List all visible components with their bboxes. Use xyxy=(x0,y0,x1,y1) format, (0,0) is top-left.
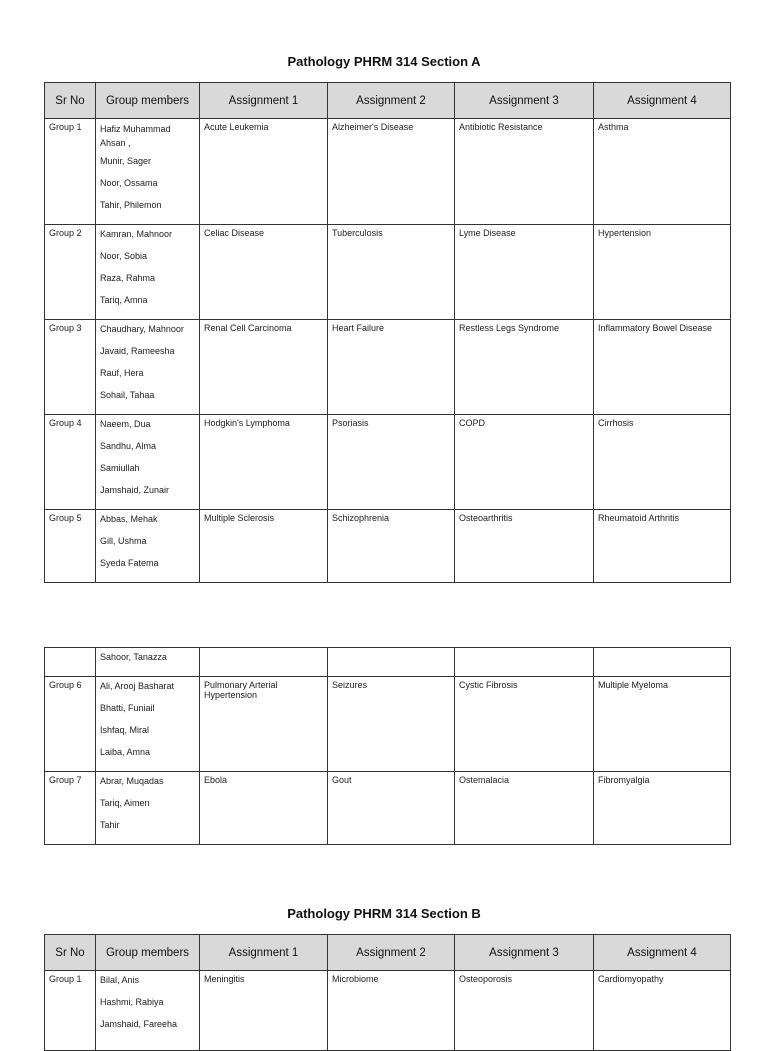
assignment-cell: Cystic Fibrosis xyxy=(455,677,594,772)
member-name: Jamshaid, Zunair xyxy=(100,485,170,495)
assignment-cell xyxy=(200,648,328,677)
assignment-cell: Cardiomyopathy xyxy=(594,971,731,1051)
member-name: Abbas, Mehak xyxy=(100,514,158,524)
column-header: Group members xyxy=(96,83,200,119)
column-header: Assignment 4 xyxy=(594,83,731,119)
assignment-cell: Pulmonary Arterial Hypertension xyxy=(200,677,328,772)
column-header: Assignment 2 xyxy=(328,935,455,971)
member-name: Rauf, Hera xyxy=(100,368,144,378)
section-b-title: Pathology PHRM 314 Section B xyxy=(287,906,481,921)
assignment-cell: Restless Legs Syndrome xyxy=(455,320,594,415)
group-cell: Group 5 xyxy=(45,510,96,583)
member-name: Naeem, Dua xyxy=(100,419,151,429)
column-header: Assignment 1 xyxy=(200,935,328,971)
assignment-cell: Asthma xyxy=(594,119,731,225)
member-name: Sahoor, Tanazza xyxy=(100,652,167,662)
member-name: Kamran, Mahnoor xyxy=(100,229,173,239)
assignment-cell: Psoriasis xyxy=(328,415,455,510)
assignment-cell: Seizures xyxy=(328,677,455,772)
group-cell: Group 7 xyxy=(45,772,96,845)
section-a-continued-table xyxy=(44,647,731,845)
column-header: Assignment 3 xyxy=(455,83,594,119)
assignment-cell: Microbiome xyxy=(328,971,455,1051)
assignment-cell: Celiac Disease xyxy=(200,225,328,320)
header-row xyxy=(45,935,731,971)
table-row xyxy=(45,225,731,320)
table-row xyxy=(45,510,731,583)
member-name: Ali, Arooj Basharat xyxy=(100,681,175,691)
assignment-cell: Inflammatory Bowel Disease xyxy=(594,320,731,415)
assignment-cell: Hypertension xyxy=(594,225,731,320)
member-name: Sohail, Tahaa xyxy=(100,390,155,400)
assignment-cell: Alzheimer's Disease xyxy=(328,119,455,225)
assignment-cell: Osteoporosis xyxy=(455,971,594,1051)
section-b-table xyxy=(44,934,731,1051)
member-name: Laiba, Amna xyxy=(100,747,151,757)
members-cell xyxy=(96,648,200,677)
group-cell: Group 4 xyxy=(45,415,96,510)
group-cell xyxy=(45,648,96,677)
members-cell xyxy=(96,971,200,1051)
column-header: Assignment 2 xyxy=(328,83,455,119)
assignment-cell: Tuberculosis xyxy=(328,225,455,320)
members-cell xyxy=(96,677,200,772)
member-name: Javaid, Rameesha xyxy=(100,346,175,356)
assignment-cell: Schizophrenia xyxy=(328,510,455,583)
members-cell xyxy=(96,320,200,415)
member-name: Bilal, Anis xyxy=(100,975,140,985)
member-name: Jamshaid, Fareeha xyxy=(100,1019,178,1029)
table-row xyxy=(45,648,731,677)
members-cell xyxy=(96,772,200,845)
members-cell xyxy=(96,510,200,583)
assignment-cell: Multiple Myeloma xyxy=(594,677,731,772)
members-cell xyxy=(96,225,200,320)
section-a-table xyxy=(44,82,731,583)
members-cell xyxy=(96,415,200,510)
column-header: Sr No xyxy=(45,83,96,119)
column-header: Assignment 1 xyxy=(200,83,328,119)
assignment-cell: Heart Failure xyxy=(328,320,455,415)
group-cell: Group 3 xyxy=(45,320,96,415)
member-name: Hashmi, Rabiya xyxy=(100,997,164,1007)
assignment-cell: Cirrhosis xyxy=(594,415,731,510)
assignment-cell: Gout xyxy=(328,772,455,845)
column-header: Assignment 4 xyxy=(594,935,731,971)
member-name: Chaudhary, Mahnoor xyxy=(100,324,184,334)
assignment-cell: Multiple Sclerosis xyxy=(200,510,328,583)
table-row xyxy=(45,320,731,415)
assignment-cell: Rheumatoid Arthritis xyxy=(594,510,731,583)
member-name: Samiullah xyxy=(100,463,140,473)
column-header: Group members xyxy=(96,935,200,971)
group-cell: Group 6 xyxy=(45,677,96,772)
member-name: Hafiz Muhammad Ahsan , xyxy=(100,124,171,148)
section-a-title: Pathology PHRM 314 Section A xyxy=(287,54,481,69)
assignment-cell: Acute Leukemia xyxy=(200,119,328,225)
table-row xyxy=(45,971,731,1051)
assignment-cell: Osteoarthritis xyxy=(455,510,594,583)
assignment-cell: Hodgkin's Lymphoma xyxy=(200,415,328,510)
assignment-cell: COPD xyxy=(455,415,594,510)
column-header: Assignment 3 xyxy=(455,935,594,971)
group-cell: Group 2 xyxy=(45,225,96,320)
group-cell: Group 1 xyxy=(45,119,96,225)
assignment-cell: Renal Cell Carcinoma xyxy=(200,320,328,415)
assignment-cell: Ebola xyxy=(200,772,328,845)
member-name: Gill, Ushma xyxy=(100,536,147,546)
member-name: Noor, Sobia xyxy=(100,251,148,261)
table-row xyxy=(45,119,731,225)
table-row xyxy=(45,772,731,845)
member-name: Tahir, Philemon xyxy=(100,200,162,210)
member-name: Raza, Rahma xyxy=(100,273,156,283)
assignment-cell: Antibiotic Resistance xyxy=(455,119,594,225)
table-row xyxy=(45,677,731,772)
member-name: Ishfaq, Miral xyxy=(100,725,150,735)
member-name: Noor, Ossama xyxy=(100,178,158,188)
assignment-cell: Fibromyalgia xyxy=(594,772,731,845)
assignment-cell: Ostemalacia xyxy=(455,772,594,845)
header-row xyxy=(45,83,731,119)
member-name: Sandhu, Alma xyxy=(100,441,157,451)
table-row xyxy=(45,415,731,510)
member-name: Syeda Fatema xyxy=(100,558,159,568)
member-name: Tariq, Amna xyxy=(100,295,148,305)
assignment-cell: Meningitis xyxy=(200,971,328,1051)
member-name: Abrar, Muqadas xyxy=(100,776,164,786)
member-name: Tahir xyxy=(100,820,120,830)
assignment-cell xyxy=(455,648,594,677)
member-name: Munir, Sager xyxy=(100,156,152,166)
assignment-cell xyxy=(594,648,731,677)
assignment-cell: Lyme Disease xyxy=(455,225,594,320)
column-header: Sr No xyxy=(45,935,96,971)
member-name: Bhatti, Funiail xyxy=(100,703,155,713)
member-name: Tariq, Aimen xyxy=(100,798,150,808)
members-cell xyxy=(96,119,200,225)
assignment-cell xyxy=(328,648,455,677)
group-cell: Group 1 xyxy=(45,971,96,1051)
